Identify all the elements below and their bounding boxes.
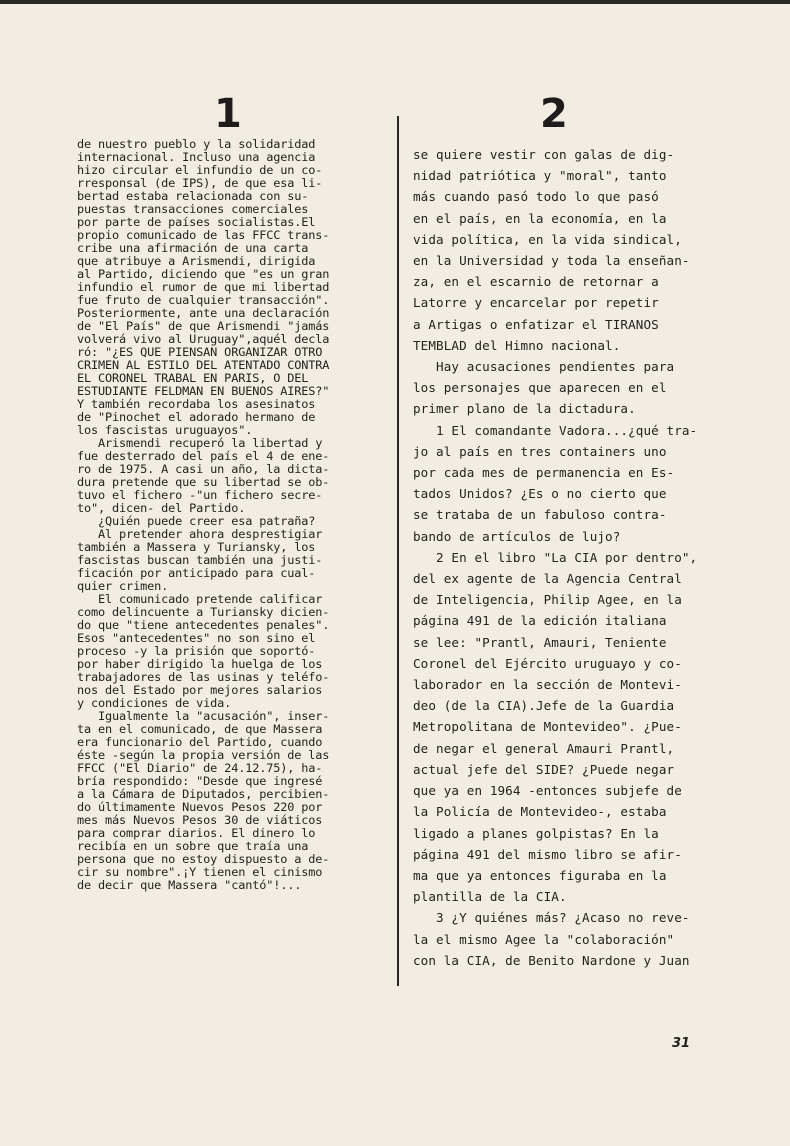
text-line: era funcionario del Partido, cuando <box>77 735 323 749</box>
scan-border <box>0 0 790 4</box>
text-line: se trataba de un fabuloso contra- <box>413 507 667 523</box>
text-line: Hay acusaciones pendientes para <box>413 359 675 375</box>
text-line: página 491 de la edición italiana <box>413 613 667 629</box>
text-line: y condiciones de vida. <box>77 696 232 710</box>
text-line: ¿Quién puede creer esa patraña? <box>77 514 316 528</box>
text-line: más cuando pasó todo lo que pasó <box>413 189 659 205</box>
text-line: ficación por anticipado para cual- <box>77 566 316 580</box>
text-line: éste -según la propia versión de las <box>77 748 330 762</box>
text-line: laborador en la sección de Montevi- <box>413 677 682 693</box>
text-line: ligado a planes golpistas? En la <box>413 825 659 841</box>
text-line: ró: "¿ES QUE PIENSAN ORGANIZAR OTRO <box>77 345 323 359</box>
text-line: infundio el rumor de que mi libertad <box>77 280 330 294</box>
text-line: tuvo el fichero -"un fichero secre- <box>77 488 323 502</box>
text-line: Latorre y encarcelar por repetir <box>413 295 659 311</box>
text-line: se quiere vestir con galas de dig- <box>413 147 675 162</box>
text-line: Posteriormente, ante una declaración <box>77 306 330 320</box>
text-line: internacional. Incluso una agencia <box>77 150 316 164</box>
text-line: también a Massera y Turiansky, los <box>77 540 316 554</box>
text-line: do últimamente Nuevos Pesos 220 por <box>77 800 323 814</box>
text-line: FFCC ("El Diario" de 24.12.75), ha- <box>77 761 323 775</box>
text-line: por parte de países socialistas.El <box>77 215 316 229</box>
text-line: por haber dirigido la huelga de los <box>77 657 323 671</box>
text-line: Esos "antecedentes" no son sino el <box>77 631 316 645</box>
text-line: do que "tiene antecedentes penales". <box>77 618 330 632</box>
left-column-text <box>77 138 383 892</box>
text-line: cribe una afirmación de una carta <box>77 241 309 255</box>
text-line: El comunicado pretende calificar <box>77 592 323 606</box>
text-line: actual jefe del SIDE? ¿Puede negar <box>413 761 675 777</box>
text-line: tados Unidos? ¿Es o no cierto que <box>413 486 667 502</box>
text-line: nidad patriótica y "moral", tanto <box>413 168 667 184</box>
text-line: de Inteligencia, Philip Agee, en la <box>413 592 682 608</box>
text-line: a la Cámara de Diputados, percibien- <box>77 787 330 801</box>
column-divider <box>397 116 399 986</box>
column-number-1: 1 <box>214 91 242 137</box>
text-line: quier crimen. <box>77 579 169 593</box>
text-line: a Artigas o enfatizar el TIRANOS <box>413 316 659 332</box>
text-line: fue fruto de cualquier transacción". <box>77 293 330 307</box>
text-line: 2 En el libro "La CIA por dentro", <box>413 549 698 565</box>
text-line: recibía en un sobre que traía una <box>77 839 309 853</box>
text-line: de "El País" de que Arismendi "jamás <box>77 319 330 333</box>
text-line: bertad estaba relacionada con su- <box>77 189 309 203</box>
text-line: proceso -y la prisión que soportó- <box>77 644 316 658</box>
text-line: del ex agente de la Agencia Central <box>413 571 682 587</box>
text-line: EL CORONEL TRABAL EN PARIS, O DEL <box>77 371 309 385</box>
text-line: persona que no estoy dispuesto a de- <box>77 852 330 866</box>
text-line: de decir que Massera "cantó"!... <box>77 878 302 892</box>
text-line: cir su nombre".¡Y tienen el cinismo <box>77 865 323 879</box>
text-line: ma que ya entonces figuraba en la <box>413 867 667 883</box>
text-line: la el mismo Agee la "colaboración" <box>413 931 675 947</box>
text-line: ta en el comunicado, de que Massera <box>77 722 323 736</box>
text-line: dura pretende que su libertad se ob- <box>77 475 330 489</box>
text-line: propio comunicado de las FFCC trans- <box>77 228 330 242</box>
text-line: los personajes que aparecen en el <box>413 380 667 396</box>
text-line: bando de artículos de lujo? <box>413 528 621 544</box>
text-line: hizo circular el infundio de un co- <box>77 163 323 177</box>
text-line: se lee: "Prantl, Amauri, Teniente <box>413 634 667 650</box>
text-line: Arismendi recuperó la libertad y <box>77 436 323 450</box>
text-line: ro de 1975. A casi un año, la dicta- <box>77 462 330 476</box>
text-line: fue desterrado del país el 4 de ene- <box>77 449 330 463</box>
text-line: Y también recordaba los asesinatos <box>77 397 316 411</box>
text-line: página 491 del mismo libro se afir- <box>413 846 682 862</box>
text-line: volverá vivo al Uruguay",aquél decla <box>77 332 330 346</box>
text-line: que atribuye a Arismendi, dirigida <box>77 254 316 268</box>
page-number: 31 <box>672 1036 691 1051</box>
text-line: los fascistas uruguayos". <box>77 423 253 437</box>
text-line: para comprar diarios. El dinero lo <box>77 826 316 840</box>
text-line: con la CIA, de Benito Nardone y Juan <box>413 952 690 968</box>
text-line: 1 El comandante Vadora...¿qué tra- <box>413 422 698 438</box>
text-line: plantilla de la CIA. <box>413 889 567 905</box>
text-line: trabajadores de las usinas y teléfo- <box>77 670 330 684</box>
text-line: deo (de la CIA).Jefe de la Guardia <box>413 698 675 714</box>
text-line: de negar el general Amauri Prantl, <box>413 740 675 756</box>
text-line: al Partido, diciendo que "es un gran <box>77 267 330 281</box>
text-line: en el país, en la economía, en la <box>413 210 667 226</box>
text-line: bría respondido: "Desde que ingresé <box>77 774 323 788</box>
column-number-2: 2 <box>540 91 568 137</box>
text-line: de "Pinochet el adorado hermano de <box>77 410 316 424</box>
text-line: Metropolitana de Montevideo". ¿Pue- <box>413 719 682 735</box>
text-line: fascistas buscan también una justi- <box>77 553 323 567</box>
text-line: nos del Estado por mejores salarios <box>77 683 323 697</box>
text-line: por cada mes de permanencia en Es- <box>413 465 675 481</box>
text-line: 3 ¿Y quiénes más? ¿Acaso no reve- <box>413 910 690 926</box>
text-line: Coronel del Ejército uruguayo y co- <box>413 655 682 671</box>
text-line: ESTUDIANTE FELDMAN EN BUENOS AIRES?" <box>77 384 330 398</box>
right-column-text <box>413 144 733 971</box>
text-line: como delincuente a Turiansky dicien- <box>77 605 330 619</box>
text-line: to", dicen- del Partido. <box>77 501 246 515</box>
text-line: de nuestro pueblo y la solidaridad <box>77 138 316 151</box>
text-line: vida política, en la vida sindical, <box>413 231 682 247</box>
text-line: puestas transacciones comerciales <box>77 202 309 216</box>
text-line: en la Universidad y toda la enseñan- <box>413 253 690 269</box>
text-line: que ya en 1964 -entonces subjefe de <box>413 783 682 799</box>
text-line: TEMBLAD del Himno nacional. <box>413 337 621 353</box>
text-line: CRIMEN AL ESTILO DEL ATENTADO CONTRA <box>77 358 330 372</box>
text-line: mes más Nuevos Pesos 30 de viáticos <box>77 813 323 827</box>
text-line: za, en el escarnio de retornar a <box>413 274 659 290</box>
text-line: jo al país en tres containers uno <box>413 443 667 459</box>
text-line: Igualmente la "acusación", inser- <box>77 709 330 723</box>
text-line: rresponsal (de IPS), de que esa li- <box>77 176 323 190</box>
text-line: la Policía de Montevideo-, estaba <box>413 804 667 820</box>
text-line: primer plano de la dictadura. <box>413 401 636 417</box>
text-line: Al pretender ahora desprestigiar <box>77 527 323 541</box>
